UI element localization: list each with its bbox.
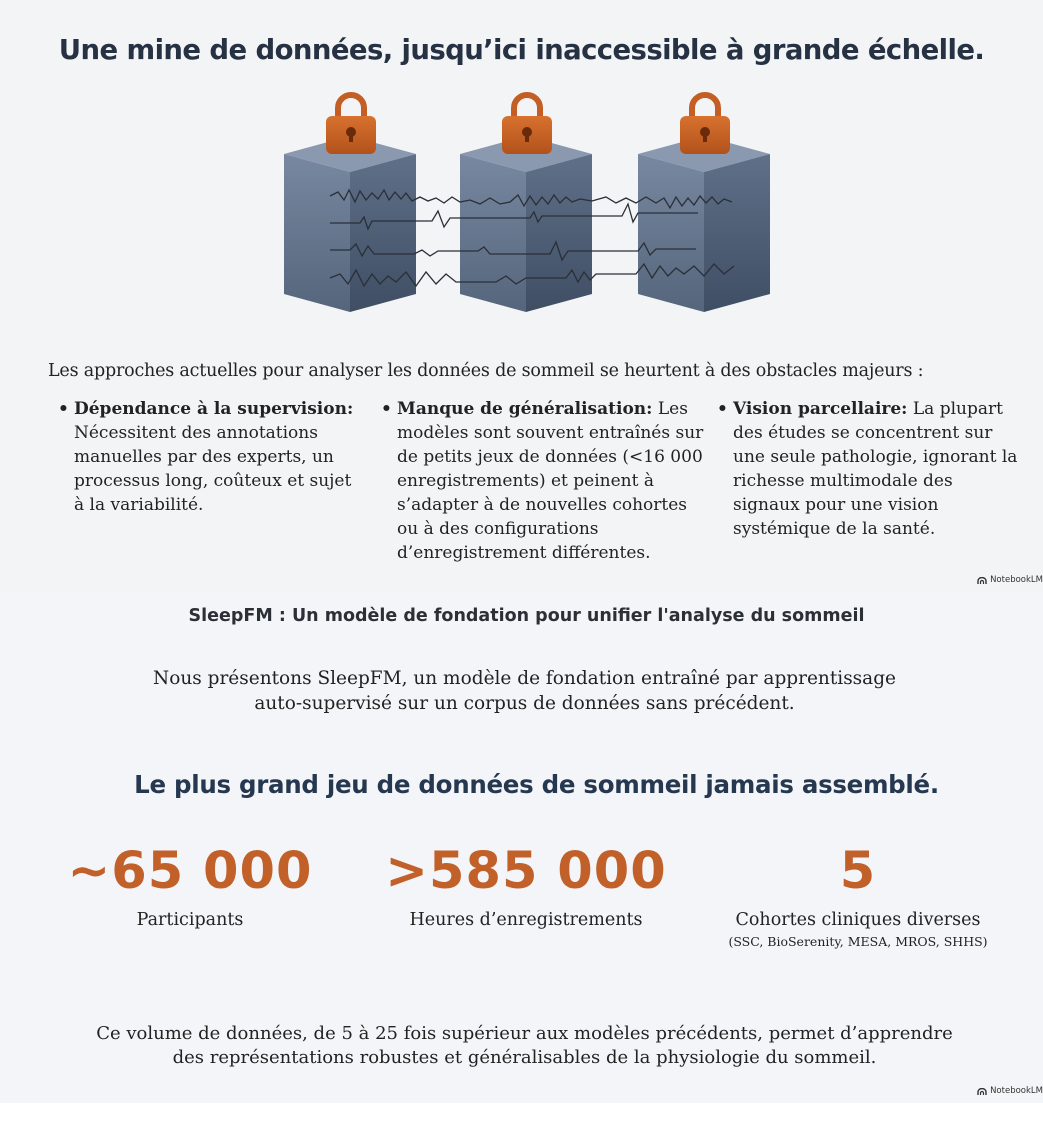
- slide-title: SleepFM : Un modèle de fondation pour unifier l'analyse du sommeil: [188, 606, 865, 626]
- padlock-icon: [680, 95, 730, 154]
- lead-paragraph: [0, 666, 1043, 716]
- data-block-icon: [284, 136, 416, 312]
- closing-line: Ce volume de données, de 5 à 25 fois supérieur aux modèles précédents, permet d’apprendre: [96, 1023, 953, 1044]
- brand-text: NotebookLM: [990, 1086, 1043, 1096]
- obstacle-text: Les modèles sont souvent entraînés sur de petits jeux de données (<16 000 enregistrements) et peinent à s’adapter à de nouvelles cohortes ou à des configurations d’enregistrement différentes.: [397, 399, 704, 563]
- lead-line: Nous présentons SleepFM, un modèle de fondation entraîné par apprentissage: [153, 668, 896, 689]
- data-block-icon: [460, 136, 592, 312]
- dataset-headline: Le plus grand jeu de données de sommeil jamais assemblé.: [134, 770, 939, 799]
- stat-value: ~65 000: [67, 842, 313, 901]
- brand-watermark: [977, 575, 1043, 585]
- obstacle-label: Dépendance à la supervision:: [74, 399, 354, 419]
- slide-title: Une mine de données, jusqu’ici inaccessible à grande échelle.: [58, 34, 985, 66]
- brand-watermark: [977, 1086, 1043, 1096]
- stat-value: 5: [839, 842, 877, 901]
- data-block-icon: [638, 136, 770, 312]
- padlock-icon: [502, 95, 552, 154]
- obstacle-column: [717, 397, 1022, 541]
- notebooklm-logo-icon: [977, 1088, 987, 1095]
- obstacle-item: [58, 397, 358, 517]
- locked-data-blocks-illustration: [270, 88, 780, 348]
- obstacle-column: [381, 397, 706, 565]
- obstacle-item: [717, 397, 1022, 541]
- obstacle-item: [381, 397, 706, 565]
- stat-label: Cohortes cliniques diverses: [735, 910, 981, 930]
- stat-value: >585 000: [385, 842, 667, 901]
- padlock-icon: [326, 95, 376, 154]
- closing-line: des représentations robustes et généralisables de la physiologie du sommeil.: [172, 1047, 877, 1068]
- obstacle-column: [58, 397, 358, 517]
- lead-line: auto-supervisé sur un corpus de données sans précédent.: [254, 693, 795, 714]
- obstacle-label: Manque de généralisation:: [397, 399, 653, 419]
- stat-note: (SSC, BioSerenity, MESA, MROS, SHHS): [728, 934, 988, 949]
- obstacle-text: La plupart des études se concentrent sur une seule pathologie, ignorant la richesse multimodale des signaux pour une vision systémique de la santé.: [733, 399, 1018, 539]
- stat-label: Participants: [136, 910, 244, 930]
- obstacle-text: Nécessitent des annotations manuelles par des experts, un processus long, coûteux et sujet à la variabilité.: [74, 423, 352, 515]
- obstacle-label: Vision parcellaire:: [733, 399, 908, 419]
- slide-sleepfm: [0, 592, 1043, 1103]
- stat-label: Heures d’enregistrements: [409, 910, 643, 930]
- brand-text: NotebookLM: [990, 575, 1043, 585]
- intro-text: Les approches actuelles pour analyser les données de sommeil se heurtent à des obstacles majeurs :: [48, 361, 924, 381]
- stat-recording-hours: [366, 840, 686, 930]
- closing-paragraph: [0, 1022, 1043, 1070]
- stat-cohorts: [708, 840, 1008, 949]
- notebooklm-logo-icon: [977, 577, 987, 584]
- stat-participants: [40, 840, 340, 930]
